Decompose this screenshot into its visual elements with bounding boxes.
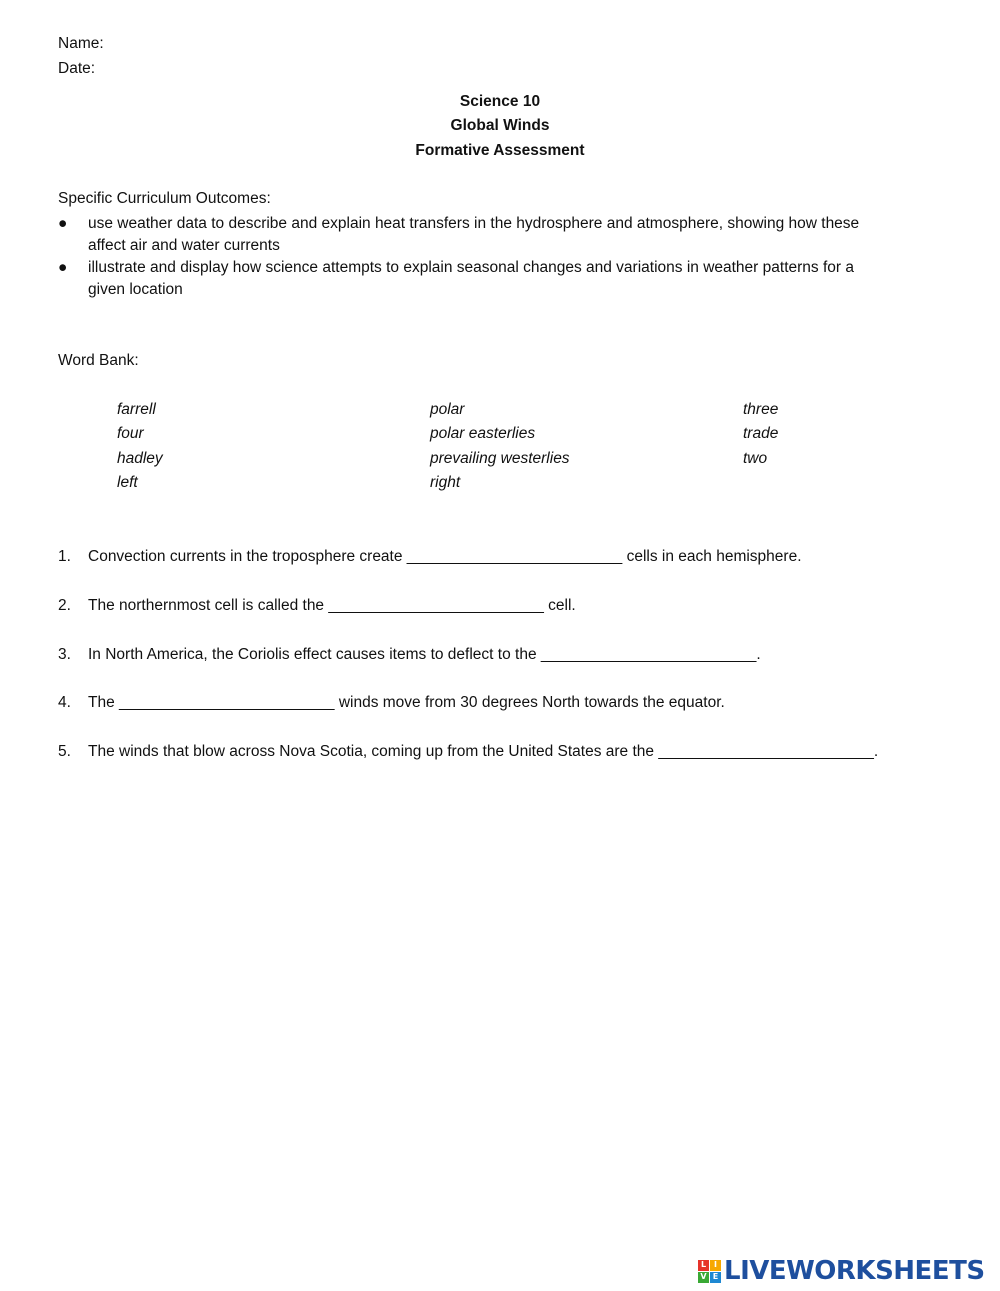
date-label: Date:	[58, 60, 96, 77]
bullet-icon: ●	[58, 215, 68, 232]
question-number: 2.	[58, 597, 71, 614]
live-blocks-icon	[698, 1260, 721, 1283]
word-bank-word: prevailing westerlies	[430, 450, 570, 467]
word-bank-word: right	[430, 474, 461, 491]
word-bank-word: three	[743, 401, 779, 418]
word-bank-word: two	[743, 450, 768, 467]
logo-block: I	[710, 1260, 721, 1271]
topic-title: Global Winds	[450, 117, 550, 134]
liveworksheets-logo	[698, 1257, 985, 1285]
word-bank-word: trade	[743, 425, 779, 442]
bullet-icon: ●	[58, 259, 68, 276]
question-number: 5.	[58, 743, 71, 760]
word-bank-word: farrell	[117, 401, 156, 418]
course-title: Science 10	[459, 93, 541, 110]
outcome-text-line: use weather data to describe and explain heat transfers in the hydrosphere and atmosphere, showing how these	[88, 215, 860, 232]
word-bank-heading: Word Bank:	[58, 352, 139, 369]
assessment-title: Formative Assessment	[415, 142, 585, 159]
question-text[interactable]: In North America, the Coriolis effect causes items to deflect to the _________________________.	[88, 646, 761, 663]
logo-text: LIVEWORKSHEETS	[724, 1256, 985, 1286]
name-label: Name:	[58, 35, 104, 52]
logo-block: E	[710, 1272, 721, 1283]
question-number: 3.	[58, 646, 71, 663]
question-text[interactable]: Convection currents in the troposphere create _________________________ cells in each hemisphere.	[88, 548, 802, 565]
question-number: 1.	[58, 548, 71, 565]
word-bank-word: left	[117, 474, 138, 491]
question-number: 4.	[58, 694, 71, 711]
outcomes-heading: Specific Curriculum Outcomes:	[58, 190, 271, 207]
logo-block: L	[698, 1260, 709, 1271]
word-bank-word: polar easterlies	[430, 425, 536, 442]
word-bank-word: polar	[430, 401, 465, 418]
outcome-text-line: illustrate and display how science attempts to explain seasonal changes and variations in weather patterns for a	[88, 259, 854, 276]
word-bank-word: hadley	[117, 450, 163, 467]
question-text[interactable]: The northernmost cell is called the _________________________ cell.	[88, 597, 576, 614]
question-text[interactable]: The winds that blow across Nova Scotia, coming up from the United States are the _________________________.	[88, 743, 879, 760]
outcome-text-line: given location	[88, 281, 183, 298]
logo-block: V	[698, 1272, 709, 1283]
outcome-text-line: affect air and water currents	[88, 237, 280, 254]
question-text[interactable]: The _________________________ winds move from 30 degrees North towards the equator.	[88, 694, 725, 711]
word-bank-word: four	[117, 425, 144, 442]
